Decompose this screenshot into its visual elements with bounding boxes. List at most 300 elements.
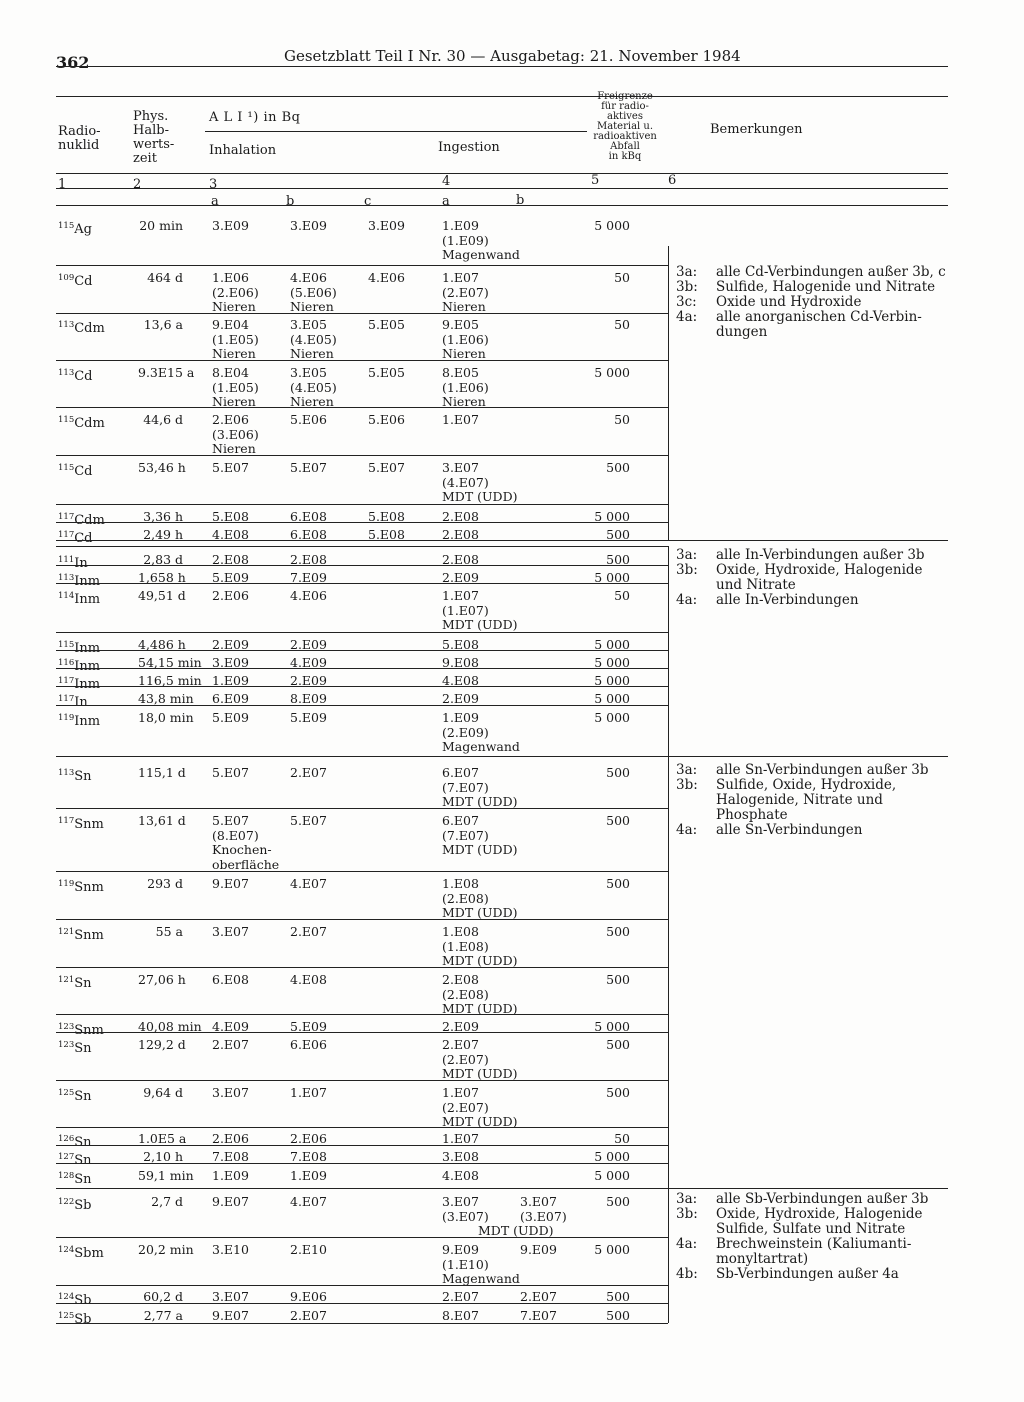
nuclide (58, 591, 100, 607)
ingestion-a (442, 271, 489, 315)
inhalation-b-line: 7.E08 (290, 1149, 327, 1164)
mass-number: 109 (58, 273, 75, 283)
remark-text: alle Cd-Verbindungen außer 3b, c (716, 264, 946, 280)
exemption-limit: 5 000 (594, 1242, 630, 1257)
ingestion-a (442, 1086, 517, 1130)
inhalation-b (290, 1309, 327, 1324)
row-rule (56, 1285, 668, 1286)
inhalation-b-line: 3.E09 (290, 218, 327, 233)
remark-text: alle In-Verbindungen (716, 592, 859, 608)
inhalation-b-line: 8.E09 (290, 691, 327, 706)
nuclide (58, 368, 93, 384)
sub-inh-b: b (286, 194, 295, 209)
element-symbol: Sn (74, 1089, 92, 1104)
nuclide (58, 658, 100, 674)
half-life: 1.0E5 a (138, 1131, 187, 1146)
header-numbers-rule (56, 188, 948, 189)
column-rule (668, 756, 669, 1188)
ingestion-a-line: 8.E07 (442, 1308, 479, 1323)
inhalation-a (212, 413, 259, 457)
element-symbol: Inm (74, 714, 101, 729)
ingestion-a-line: 1.E07 (442, 412, 479, 427)
ingestion-a-line: MDT (UDD) (442, 617, 518, 633)
ingestion-b (520, 1243, 557, 1258)
inhalation-a-line: Nieren (212, 299, 256, 315)
row-rule (56, 705, 668, 706)
mass-number: 125 (58, 1311, 75, 1321)
exemption-limit: 5 000 (594, 218, 630, 233)
remark-text: dungen (716, 324, 768, 340)
mass-number: 117 (58, 676, 75, 686)
remark-text: Phosphate (716, 807, 788, 823)
ingestion-a-line: (2.E08) (442, 986, 489, 1002)
inhalation-a (212, 925, 249, 940)
ingestion-a (442, 766, 517, 810)
nuclide (58, 555, 88, 571)
inhalation-b-line: (4.E05) (290, 379, 337, 395)
half-life: 116,5 min (138, 673, 202, 688)
half-life: 49,51 d (138, 588, 186, 603)
exemption-limit: 50 (614, 270, 630, 285)
ingestion-a-line: (1.E09) (442, 232, 489, 248)
inhalation-a-line: 4.E09 (212, 1019, 249, 1034)
inhalation-b-line: 2.E07 (290, 1308, 327, 1323)
ingestion-a (442, 461, 517, 505)
exemption-limit: 500 (606, 1308, 630, 1323)
row-rule (56, 1188, 948, 1189)
element-symbol: Snm (74, 817, 104, 832)
ingestion-b-line: 7.E07 (520, 1308, 557, 1323)
inhalation-a-line: 3.E07 (212, 924, 249, 939)
row-rule (56, 360, 668, 361)
inhalation-a (212, 711, 249, 726)
ingestion-a-line: 3.E07 (442, 460, 479, 475)
row-rule (56, 1032, 668, 1033)
nuclide (58, 879, 104, 895)
inhalation-b (290, 711, 327, 726)
nuclide (58, 1311, 91, 1327)
ingestion-a-line: 6.E07 (442, 813, 479, 828)
row-rule (56, 583, 668, 584)
inhalation-a (212, 877, 249, 892)
half-life: 2,77 a (143, 1308, 183, 1323)
inhalation-b-line: 1.E07 (290, 1085, 327, 1100)
element-symbol: Snm (74, 880, 104, 895)
remark-key: 4a: (676, 822, 698, 838)
mass-number: 119 (58, 713, 75, 723)
ingestion-a-line: (1.E10) (442, 1256, 489, 1272)
inhalation-a (212, 589, 249, 604)
half-life: 464 d (147, 270, 183, 285)
col-num-5: 5 (591, 173, 600, 188)
exemption-limit: 500 (606, 460, 630, 475)
element-symbol: Sb (74, 1312, 92, 1327)
inhalation-a-line: 3.E07 (212, 1085, 249, 1100)
ingestion-a-line: 2.E08 (442, 527, 479, 542)
ingestion-a-line: 1.E09 (442, 710, 479, 725)
remark-text: und Nitrate (716, 577, 796, 593)
ingestion-a (442, 973, 517, 1017)
inhalation-a-line: 7.E08 (212, 1149, 249, 1164)
remark-text: alle Sn-Verbindungen (716, 822, 863, 838)
inhalation-b-line: 2.E09 (290, 673, 327, 688)
remark-text: Halogenide, Nitrate und (716, 792, 883, 808)
inhalation-a-line: 1.E09 (212, 1168, 249, 1183)
exemption-limit: 500 (606, 972, 630, 987)
inhalation-b-line: 3.E05 (290, 317, 327, 332)
half-life: 2,7 d (151, 1194, 183, 1209)
ingestion-a-line: 4.E08 (442, 673, 479, 688)
inhalation-a-line: 8.E04 (212, 365, 249, 380)
inhalation-b-line: 2.E07 (290, 765, 327, 780)
ingestion-a (442, 589, 517, 633)
exemption-limit: 5 000 (594, 1019, 630, 1034)
ingestion-a-line: (2.E07) (442, 1051, 489, 1067)
element-symbol: Cdm (74, 321, 105, 336)
inhalation-b (290, 925, 327, 940)
sub-inh-a: a (211, 194, 219, 209)
col-inhalation-header: Inhalation (209, 143, 277, 158)
exemption-limit: 50 (614, 317, 630, 332)
inhalation-b (290, 1195, 327, 1210)
ingestion-a-line: MDT (UDD) (442, 1114, 518, 1130)
element-symbol: Sbm (74, 1246, 104, 1261)
half-life: 20 min (139, 218, 183, 233)
inhalation-a-line: 3.E07 (212, 1289, 249, 1304)
row-rule (56, 407, 668, 408)
exemption-limit: 5 000 (594, 673, 630, 688)
element-symbol: Sn (74, 1041, 92, 1056)
ingestion-a-line: (1.E08) (442, 938, 489, 954)
row-rule (56, 1323, 668, 1324)
inhalation-a (212, 219, 249, 234)
ingestion-a-line: 2.E08 (442, 509, 479, 524)
ingestion-a-line: Magenwand (442, 739, 520, 755)
ingestion-a-line: (1.E07) (442, 602, 489, 618)
inhalation-a (212, 1086, 249, 1101)
mass-number: 117 (58, 816, 75, 826)
ingestion-b-line: 9.E09 (520, 1242, 557, 1257)
inhalation-b-line: (4.E05) (290, 331, 337, 347)
nuclide (58, 975, 92, 991)
ingestion-a-line: 1.E07 (442, 1085, 479, 1100)
half-life: 18,0 min (138, 710, 194, 725)
inhalation-b-line: 7.E09 (290, 570, 327, 585)
inhalation-b (290, 973, 327, 988)
ingestion-a-line: MDT (UDD) (442, 1066, 518, 1082)
half-life: 13,61 d (138, 813, 186, 828)
inhalation-b (290, 877, 327, 892)
inhalation-a-line: Nieren (212, 441, 256, 457)
inhalation-a-line: (3.E06) (212, 426, 259, 442)
col-num-3: 3 (209, 177, 218, 192)
half-life: 293 d (147, 876, 183, 891)
col-ingestion-header: Ingestion (438, 140, 500, 155)
inhalation-b-line: 2.E10 (290, 1242, 327, 1257)
inhalation-b-line: 4.E06 (290, 588, 327, 603)
inhalation-b-line: 2.E07 (290, 924, 327, 939)
inhalation-a (212, 366, 259, 410)
ingestion-a-line: (2.E09) (442, 724, 489, 740)
ingestion-a-line: MDT (UDD) (442, 905, 518, 921)
inhalation-b-line: Nieren (290, 346, 334, 362)
inhalation-a (212, 973, 249, 988)
row-rule (56, 546, 668, 547)
inhalation-a-line: 9.E07 (212, 1308, 249, 1323)
mass-number: 113 (58, 573, 75, 583)
row-rule (56, 650, 668, 651)
exemption-limit: 5 000 (594, 1168, 630, 1183)
exemption-limit: 5 000 (594, 655, 630, 670)
inhalation-b-line: 4.E07 (290, 876, 327, 891)
mass-number: 115 (58, 640, 75, 650)
remark-key: 3a: (676, 762, 698, 778)
inhalation-b-line: 5.E09 (290, 1019, 327, 1034)
inhalation-a (212, 814, 279, 872)
element-symbol: Cd (74, 464, 93, 479)
ingestion-a-line: MDT (UDD) (442, 1001, 518, 1017)
exemption-limit: 500 (606, 1289, 630, 1304)
mass-number: 115 (58, 221, 75, 231)
mass-number: 111 (58, 555, 75, 565)
inhalation-c: 5.E08 (368, 527, 405, 542)
half-life: 4,486 h (138, 637, 186, 652)
ingestion-a-line: 1.E08 (442, 876, 479, 891)
ingestion-a (442, 925, 517, 969)
inhalation-a-line: Knochen- (212, 842, 272, 858)
inhalation-b (290, 766, 327, 781)
sub-inh-c: c (364, 194, 372, 209)
inhalation-b-line: Nieren (290, 394, 334, 410)
exemption-limit: 5 000 (594, 509, 630, 524)
inhalation-b-line: 9.E06 (290, 1289, 327, 1304)
inhalation-a-line: 9.E07 (212, 1194, 249, 1209)
inhalation-b-line: 4.E07 (290, 1194, 327, 1209)
remark-key: 3a: (676, 547, 698, 563)
inhalation-a-line: 5.E07 (212, 813, 249, 828)
ingestion-a-line: (1.E06) (442, 379, 489, 395)
exemption-limit: 500 (606, 765, 630, 780)
half-life: 129,2 d (138, 1037, 186, 1052)
header-rule (56, 66, 948, 67)
ingestion-a-line: 1.E08 (442, 924, 479, 939)
ali-rule (205, 131, 587, 132)
half-life: 2,10 h (143, 1149, 183, 1164)
ingestion-a (442, 366, 489, 410)
ingestion-a-line: 4.E08 (442, 1168, 479, 1183)
exemption-limit: 500 (606, 552, 630, 567)
half-life: 54,15 min (138, 655, 202, 670)
inhalation-b-line: 2.E06 (290, 1131, 327, 1146)
row-rule (56, 919, 668, 920)
ingestion-a-line: MDT (UDD) (442, 794, 518, 810)
element-symbol: Sn (74, 1153, 92, 1168)
mass-number: 123 (58, 1040, 75, 1050)
mass-number: 125 (58, 1088, 75, 1098)
ingestion-a-line: 3.E07 (442, 1194, 479, 1209)
nuclide (58, 573, 100, 589)
remark-text: alle Sn-Verbindungen außer 3b (716, 762, 929, 778)
nuclide (58, 463, 93, 479)
inhalation-b (290, 1169, 327, 1184)
mass-number: 124 (58, 1245, 75, 1255)
element-symbol: Snm (74, 928, 104, 943)
element-symbol: Cd (74, 369, 93, 384)
ingestion-note: MDT (UDD) (478, 1223, 554, 1238)
nuclide (58, 1197, 91, 1213)
element-symbol: Sb (74, 1198, 92, 1213)
ingestion-a-line: (2.E08) (442, 890, 489, 906)
half-life: 59,1 min (138, 1168, 194, 1183)
inhalation-b-line: 4.E09 (290, 655, 327, 670)
inhalation-a-line: 6.E09 (212, 691, 249, 706)
exemption-limit: 5 000 (594, 365, 630, 380)
inhalation-b-line: 5.E06 (290, 412, 327, 427)
inhalation-b (290, 413, 327, 428)
row-rule (56, 871, 668, 872)
half-life: 115,1 d (138, 765, 186, 780)
remark-text: Sb-Verbindungen außer 4a (716, 1266, 899, 1282)
remark-text: alle Sb-Verbindungen außer 3b (716, 1191, 929, 1207)
inhalation-b-line: Nieren (290, 299, 334, 315)
inhalation-a-line: 2.E06 (212, 1131, 249, 1146)
inhalation-a (212, 1169, 249, 1184)
inhalation-a-line: 3.E09 (212, 655, 249, 670)
nuclide (58, 768, 92, 784)
row-rule (56, 1303, 668, 1304)
inhalation-a (212, 1195, 249, 1210)
inhalation-a (212, 1038, 249, 1053)
mass-number: 115 (58, 415, 75, 425)
nuclide (58, 512, 105, 528)
ingestion-a-line: 1.E09 (442, 218, 479, 233)
inhalation-b-line: 5.E07 (290, 460, 327, 475)
remark-key: 3a: (676, 1191, 698, 1207)
mass-number: 123 (58, 1022, 75, 1032)
ingestion-a-line: 2.E09 (442, 691, 479, 706)
inhalation-b-line: 2.E09 (290, 637, 327, 652)
inhalation-a (212, 461, 249, 476)
element-symbol: Sn (74, 1172, 92, 1187)
inhalation-b-line: 1.E09 (290, 1168, 327, 1183)
inhalation-b (290, 219, 327, 234)
element-symbol: Sn (74, 976, 92, 991)
nuclide (58, 320, 105, 336)
exemption-limit: 500 (606, 1194, 630, 1209)
table-top-rule (56, 96, 948, 97)
ingestion-a-line: MDT (UDD) (442, 953, 518, 969)
nuclide (58, 1245, 104, 1261)
sub-ing-b: b (516, 193, 525, 208)
remark-text: Sulfide, Sulfate und Nitrate (716, 1221, 906, 1237)
inhalation-a-line: 5.E07 (212, 765, 249, 780)
inhalation-b-line: (5.E06) (290, 284, 337, 300)
row-rule (56, 1127, 668, 1128)
element-symbol: Sn (74, 769, 92, 784)
remark-key: 4a: (676, 1236, 698, 1252)
half-life: 53,46 h (138, 460, 186, 475)
inhalation-c: 5.E06 (368, 412, 405, 427)
ingestion-b-line: (3.E07) (520, 1208, 567, 1224)
inhalation-a (212, 766, 249, 781)
inhalation-b-line: 5.E09 (290, 710, 327, 725)
remark-text: alle In-Verbindungen außer 3b (716, 547, 925, 563)
inhalation-a-line: 5.E09 (212, 570, 249, 585)
ingestion-a-line: Nieren (442, 394, 486, 410)
ingestion-a-line: 9.E05 (442, 317, 479, 332)
col-num-4: 4 (442, 174, 451, 189)
inhalation-b-line: 5.E07 (290, 813, 327, 828)
inhalation-a-line: 2.E06 (212, 588, 249, 603)
inhalation-b (290, 318, 337, 362)
ingestion-a (442, 1243, 520, 1287)
remark-text: alle anorganischen Cd-Verbin- (716, 309, 922, 325)
inhalation-a (212, 1309, 249, 1324)
row-rule (56, 565, 668, 566)
inhalation-c: 4.E06 (368, 270, 405, 285)
row-rule (56, 1014, 668, 1015)
remark-key: 3a: (676, 264, 698, 280)
inhalation-a-line: 1.E09 (212, 673, 249, 688)
remark-text: Oxide, Hydroxide, Halogenide (716, 562, 923, 578)
ingestion-a-line: Nieren (442, 299, 486, 315)
mass-number: 121 (58, 927, 75, 937)
exemption-limit: 5 000 (594, 637, 630, 652)
inhalation-b-line: 2.E08 (290, 552, 327, 567)
ingestion-a-line: 1.E07 (442, 1131, 479, 1146)
nuclide (58, 1040, 92, 1056)
inhalation-a-line: (1.E05) (212, 379, 259, 395)
exemption-limit: 5 000 (594, 570, 630, 585)
inhalation-a-line: 3.E09 (212, 218, 249, 233)
inhalation-a (212, 1243, 249, 1258)
inhalation-a-line: 5.E07 (212, 460, 249, 475)
ingestion-a (442, 1169, 479, 1184)
column-rule (668, 546, 669, 756)
exemption-limit: 5 000 (594, 710, 630, 725)
exemption-limit: 50 (614, 588, 630, 603)
row-rule (56, 967, 668, 968)
element-symbol: Inm (74, 574, 101, 589)
ingestion-a-line: 2.E08 (442, 552, 479, 567)
ingestion-a-line: MDT (UDD) (442, 489, 518, 505)
inhalation-c: 3.E09 (368, 218, 405, 233)
remark-key: 3b: (676, 562, 698, 578)
nuclide (58, 1152, 92, 1168)
inhalation-b (290, 814, 327, 829)
half-life: 9,64 d (143, 1085, 183, 1100)
half-life: 27,06 h (138, 972, 186, 987)
col-num-6: 6 (668, 173, 677, 188)
ingestion-a-line: 9.E08 (442, 655, 479, 670)
element-symbol: Snm (74, 1023, 104, 1038)
row-rule (56, 313, 668, 314)
inhalation-b (290, 1086, 327, 1101)
ingestion-a-line: (7.E07) (442, 827, 489, 843)
nuclide (58, 1022, 104, 1038)
inhalation-a-line: 5.E08 (212, 509, 249, 524)
ingestion-a (442, 1309, 479, 1324)
ingestion-a-line: 2.E07 (442, 1289, 479, 1304)
inhalation-c: 5.E05 (368, 317, 405, 332)
inhalation-a-line: 2.E07 (212, 1037, 249, 1052)
ingestion-a-line: 6.E07 (442, 765, 479, 780)
element-symbol: Inm (74, 592, 101, 607)
ingestion-a-line: 3.E08 (442, 1149, 479, 1164)
remark-key: 3b: (676, 777, 698, 793)
remark-text: Sulfide, Halogenide und Nitrate (716, 279, 936, 295)
ingestion-a-line: 9.E09 (442, 1242, 479, 1257)
